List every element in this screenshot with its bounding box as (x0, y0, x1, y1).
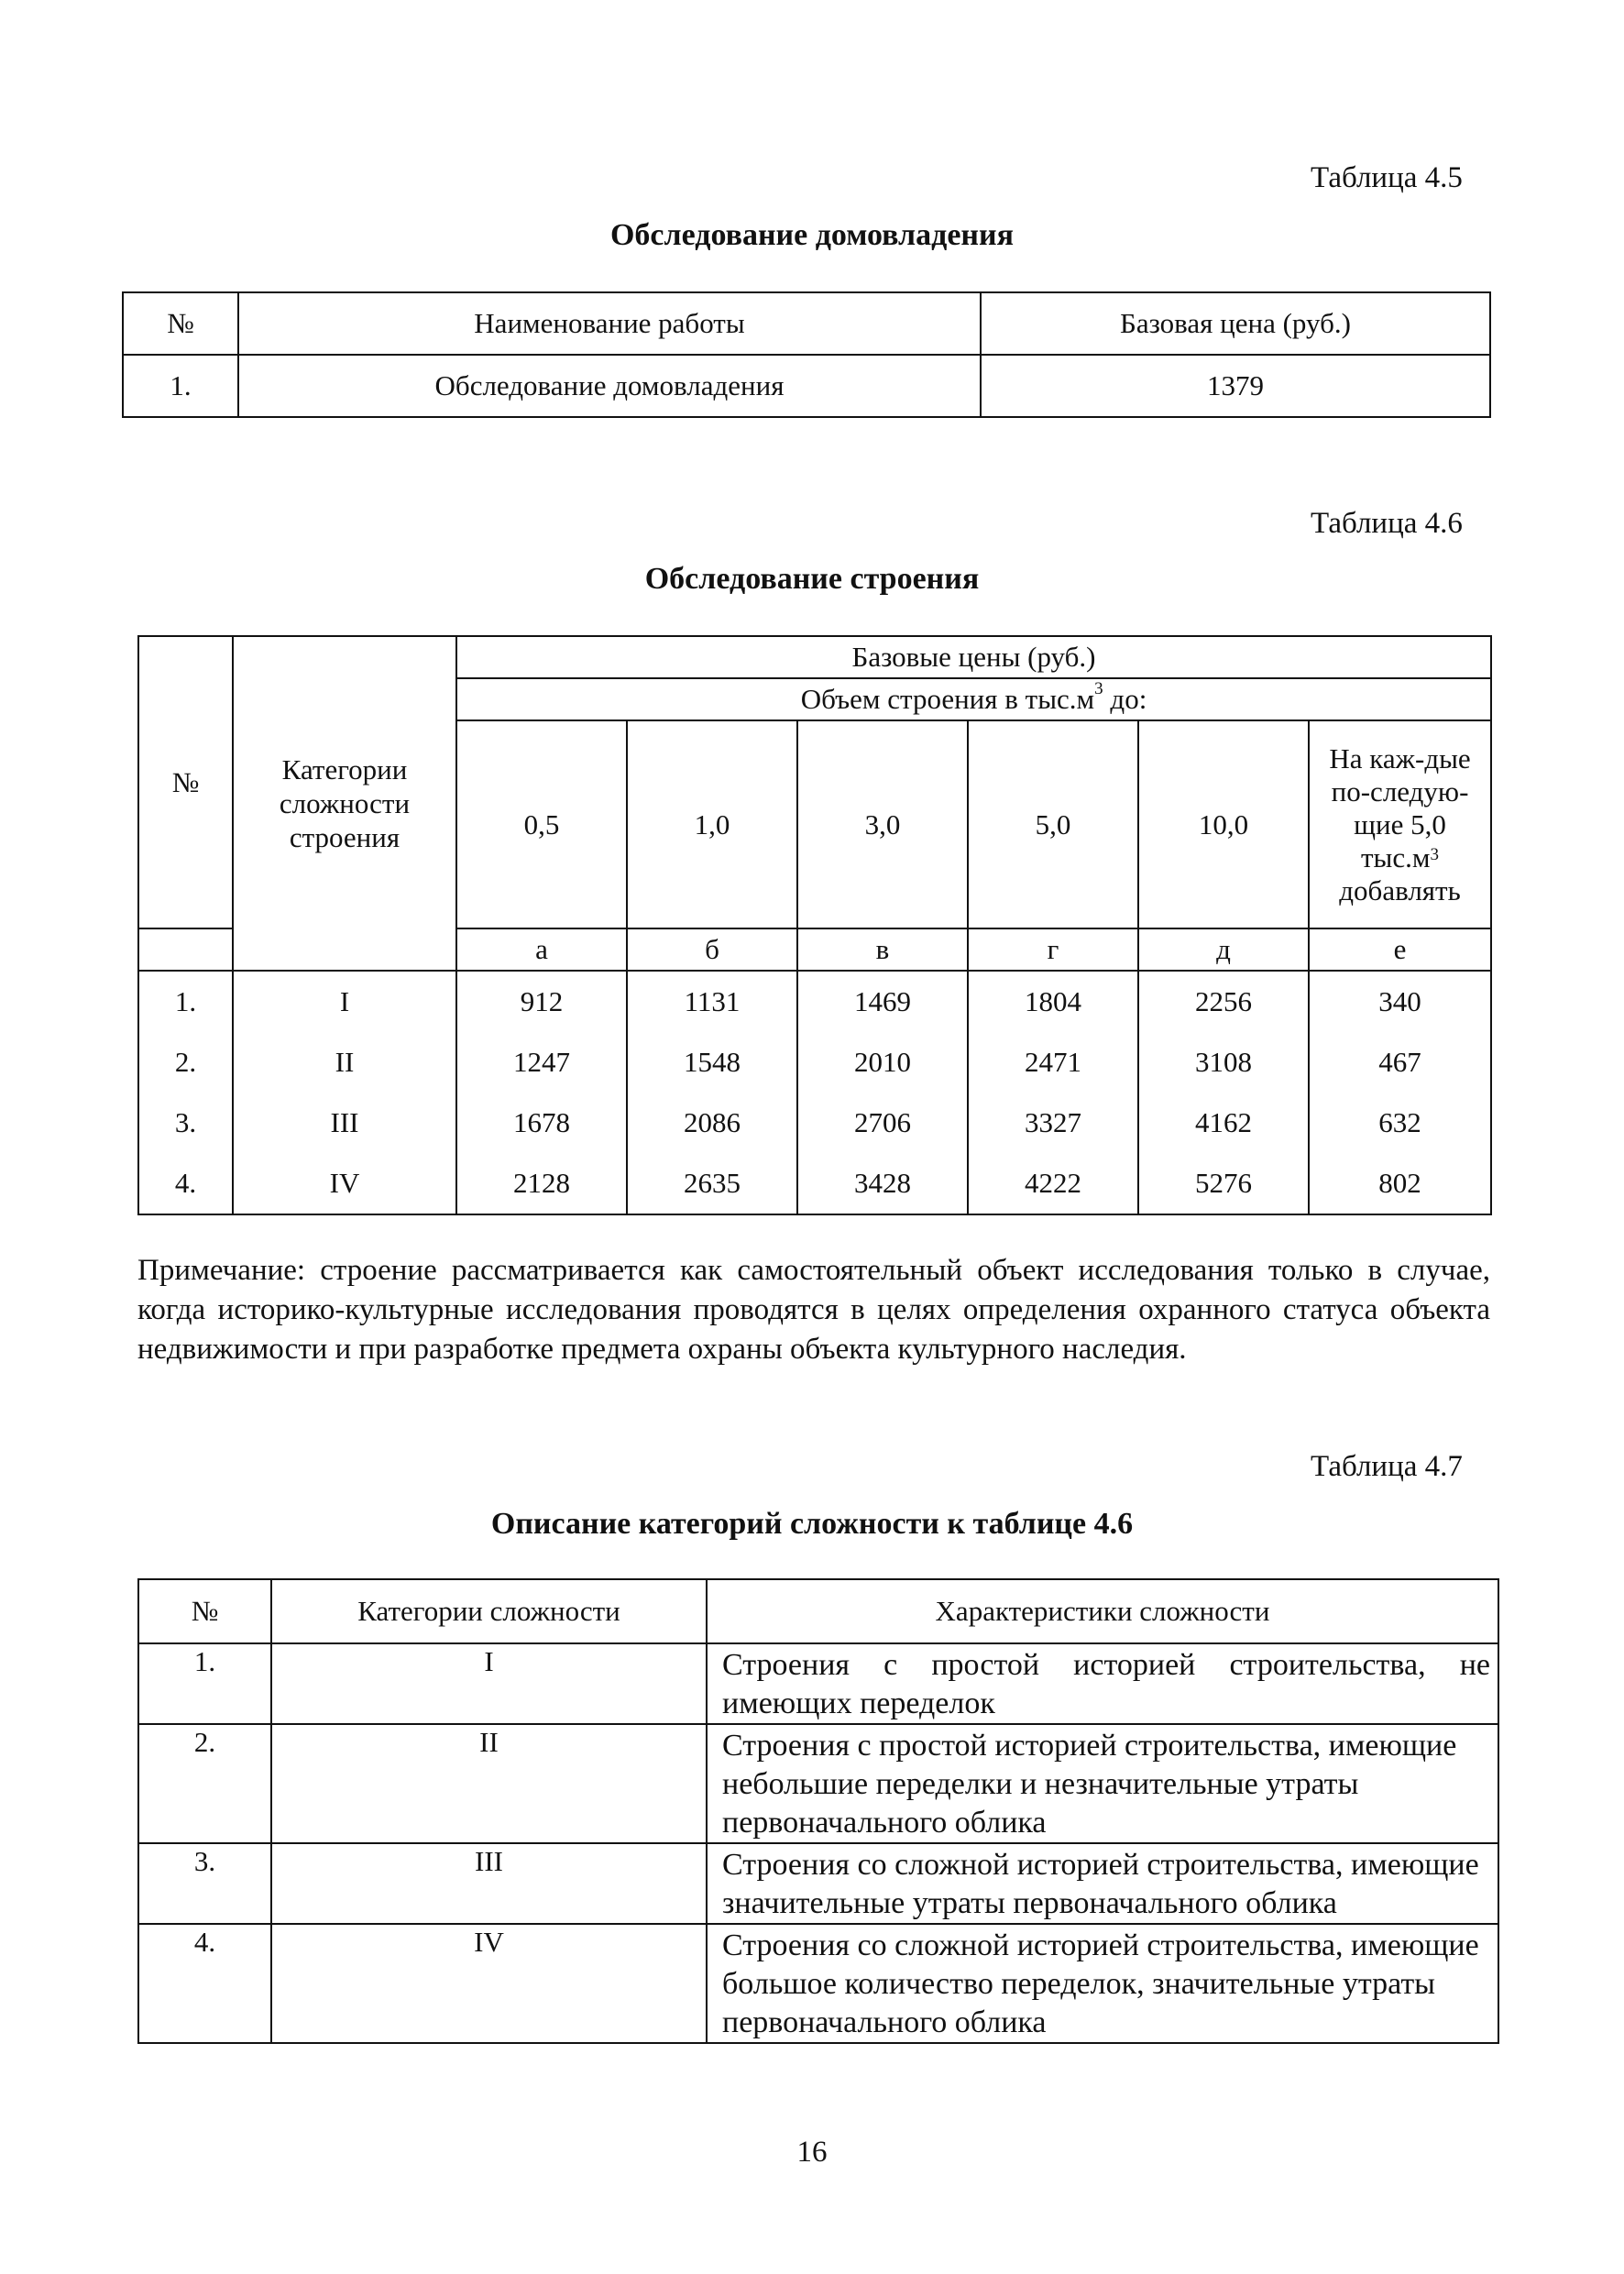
cell-characteristics: Строения с простой историей строительства, не имеющих переделок (707, 1643, 1498, 1724)
header-row-1 (138, 636, 1491, 678)
header-number: № (123, 292, 238, 355)
header-characteristics: Характеристики сложности (707, 1579, 1498, 1643)
table-4-6 (137, 635, 1492, 1215)
table-4-5-caption: Таблица 4.5 (1311, 161, 1463, 194)
letter-b: б (627, 928, 797, 971)
header-volume-3-0: 3,0 (797, 720, 968, 928)
table-row (138, 1843, 1498, 1924)
header-volume (456, 678, 1491, 720)
table-4-7-title: Описание категорий сложности к таблице 4.6 (490, 1507, 1134, 1541)
table-row (138, 1032, 1491, 1093)
letter-d: д (1138, 928, 1309, 971)
cell-number: 2. (138, 1724, 271, 1843)
cell-price: 3108 (1138, 1032, 1309, 1093)
cell-number: 1. (138, 1643, 271, 1724)
cell-price: 2010 (797, 1032, 968, 1093)
table-row (138, 971, 1491, 1032)
cell-number: 4. (138, 1153, 233, 1214)
cell-price: 1548 (627, 1032, 797, 1093)
letter-a: а (456, 928, 627, 971)
letter-g: г (968, 928, 1138, 971)
cell-price: 4162 (1138, 1093, 1309, 1153)
table-row (123, 355, 1490, 417)
cell-characteristics: Строения со сложной историей строительства, имеющие значительные утраты первоначального облика (707, 1843, 1498, 1924)
cell-price: 2128 (456, 1153, 627, 1214)
header-each-next (1309, 720, 1491, 928)
table-4-7-caption: Таблица 4.7 (1311, 1450, 1463, 1483)
cell-category: II (233, 1032, 456, 1093)
cell-price: 2471 (968, 1032, 1138, 1093)
header-number: № (138, 636, 233, 928)
header-volume-sup: 3 (1094, 679, 1103, 699)
table-4-5-title: Обследование домовладения (609, 218, 1014, 252)
letter-e: е (1309, 928, 1491, 971)
cell-work-name: Обследование домовладения (238, 355, 981, 417)
table-4-6-title: Обследование строения (644, 562, 980, 596)
cell-price: 5276 (1138, 1153, 1309, 1214)
note-paragraph: Примечание: строение рассматривается как самостоятельный объект исследования только в случае, когда историко-культурные исследования проводятся в целях определения охранного статуса объекта недвижимости и при разработке предмета охраны объекта культурного наследия. (137, 1254, 1490, 1366)
cell-number: 1. (138, 971, 233, 1032)
table-header-row (123, 292, 1490, 355)
table-row (138, 1093, 1491, 1153)
header-category: Категории сложности строения (233, 636, 456, 971)
cell-price: 2256 (1138, 971, 1309, 1032)
cell-price: 802 (1309, 1153, 1491, 1214)
header-volume-text: Объем строения в тыс.м (800, 683, 1095, 716)
cell-price: 340 (1309, 971, 1491, 1032)
table-4-5 (122, 291, 1491, 418)
header-volume-5-0: 5,0 (968, 720, 1138, 928)
table-row (138, 1724, 1498, 1843)
cell-characteristics: Строения со сложной историей строительства, имеющие большое количество переделок, значительные утраты первоначального облика (707, 1924, 1498, 2043)
table-header-row (138, 1579, 1498, 1643)
cell-category: I (233, 971, 456, 1032)
header-category: Категории сложности (271, 1579, 707, 1643)
cell-number: 3. (138, 1093, 233, 1153)
cell-price: 1131 (627, 971, 797, 1032)
header-volume-post: до: (1103, 683, 1147, 716)
cell-price: 4222 (968, 1153, 1138, 1214)
cell-characteristics: Строения с простой историей строительства, имеющие небольшие переделки и незначительные утраты первоначального облика (707, 1724, 1498, 1843)
cell-price: 1678 (456, 1093, 627, 1153)
table-row (138, 1924, 1498, 2043)
cell-price: 2635 (627, 1153, 797, 1214)
cell-number: 2. (138, 1032, 233, 1093)
cell-category: I (271, 1643, 707, 1724)
header-each-next-sup: 3 (1430, 844, 1440, 864)
cell-price: 912 (456, 971, 627, 1032)
header-number: № (138, 1579, 271, 1643)
letters-number-blank (138, 928, 233, 971)
cell-price: 2706 (797, 1093, 968, 1153)
cell-price: 1247 (456, 1032, 627, 1093)
cell-category: IV (271, 1924, 707, 2043)
header-work-name: Наименование работы (238, 292, 981, 355)
table-4-6-caption: Таблица 4.6 (1311, 507, 1463, 540)
cell-price: 467 (1309, 1032, 1491, 1093)
header-volume-0-5: 0,5 (456, 720, 627, 928)
cell-category: III (233, 1093, 456, 1153)
page-number: 16 (796, 2136, 828, 2169)
header-volume-10-0: 10,0 (1138, 720, 1309, 928)
header-volume-1-0: 1,0 (627, 720, 797, 928)
table-row (138, 1643, 1498, 1724)
cell-number: 3. (138, 1843, 271, 1924)
cell-category: III (271, 1843, 707, 1924)
cell-price: 3428 (797, 1153, 968, 1214)
cell-price: 1804 (968, 971, 1138, 1032)
table-row (138, 1153, 1491, 1214)
header-base-price: Базовая цена (руб.) (981, 292, 1490, 355)
cell-price: 2086 (627, 1093, 797, 1153)
cell-price: 3327 (968, 1093, 1138, 1153)
header-base-prices: Базовые цены (руб.) (456, 636, 1491, 678)
cell-number: 1. (123, 355, 238, 417)
cell-base-price: 1379 (981, 355, 1490, 417)
cell-price: 632 (1309, 1093, 1491, 1153)
cell-number: 4. (138, 1924, 271, 2043)
cell-price: 1469 (797, 971, 968, 1032)
cell-category: IV (233, 1153, 456, 1214)
header-each-next-text: На каж-дые по-следую-щие 5,0 тыс.м (1329, 742, 1471, 873)
cell-category: II (271, 1724, 707, 1843)
table-4-7 (137, 1578, 1499, 2044)
header-each-next-post: добавлять (1339, 873, 1461, 906)
letter-v: в (797, 928, 968, 971)
